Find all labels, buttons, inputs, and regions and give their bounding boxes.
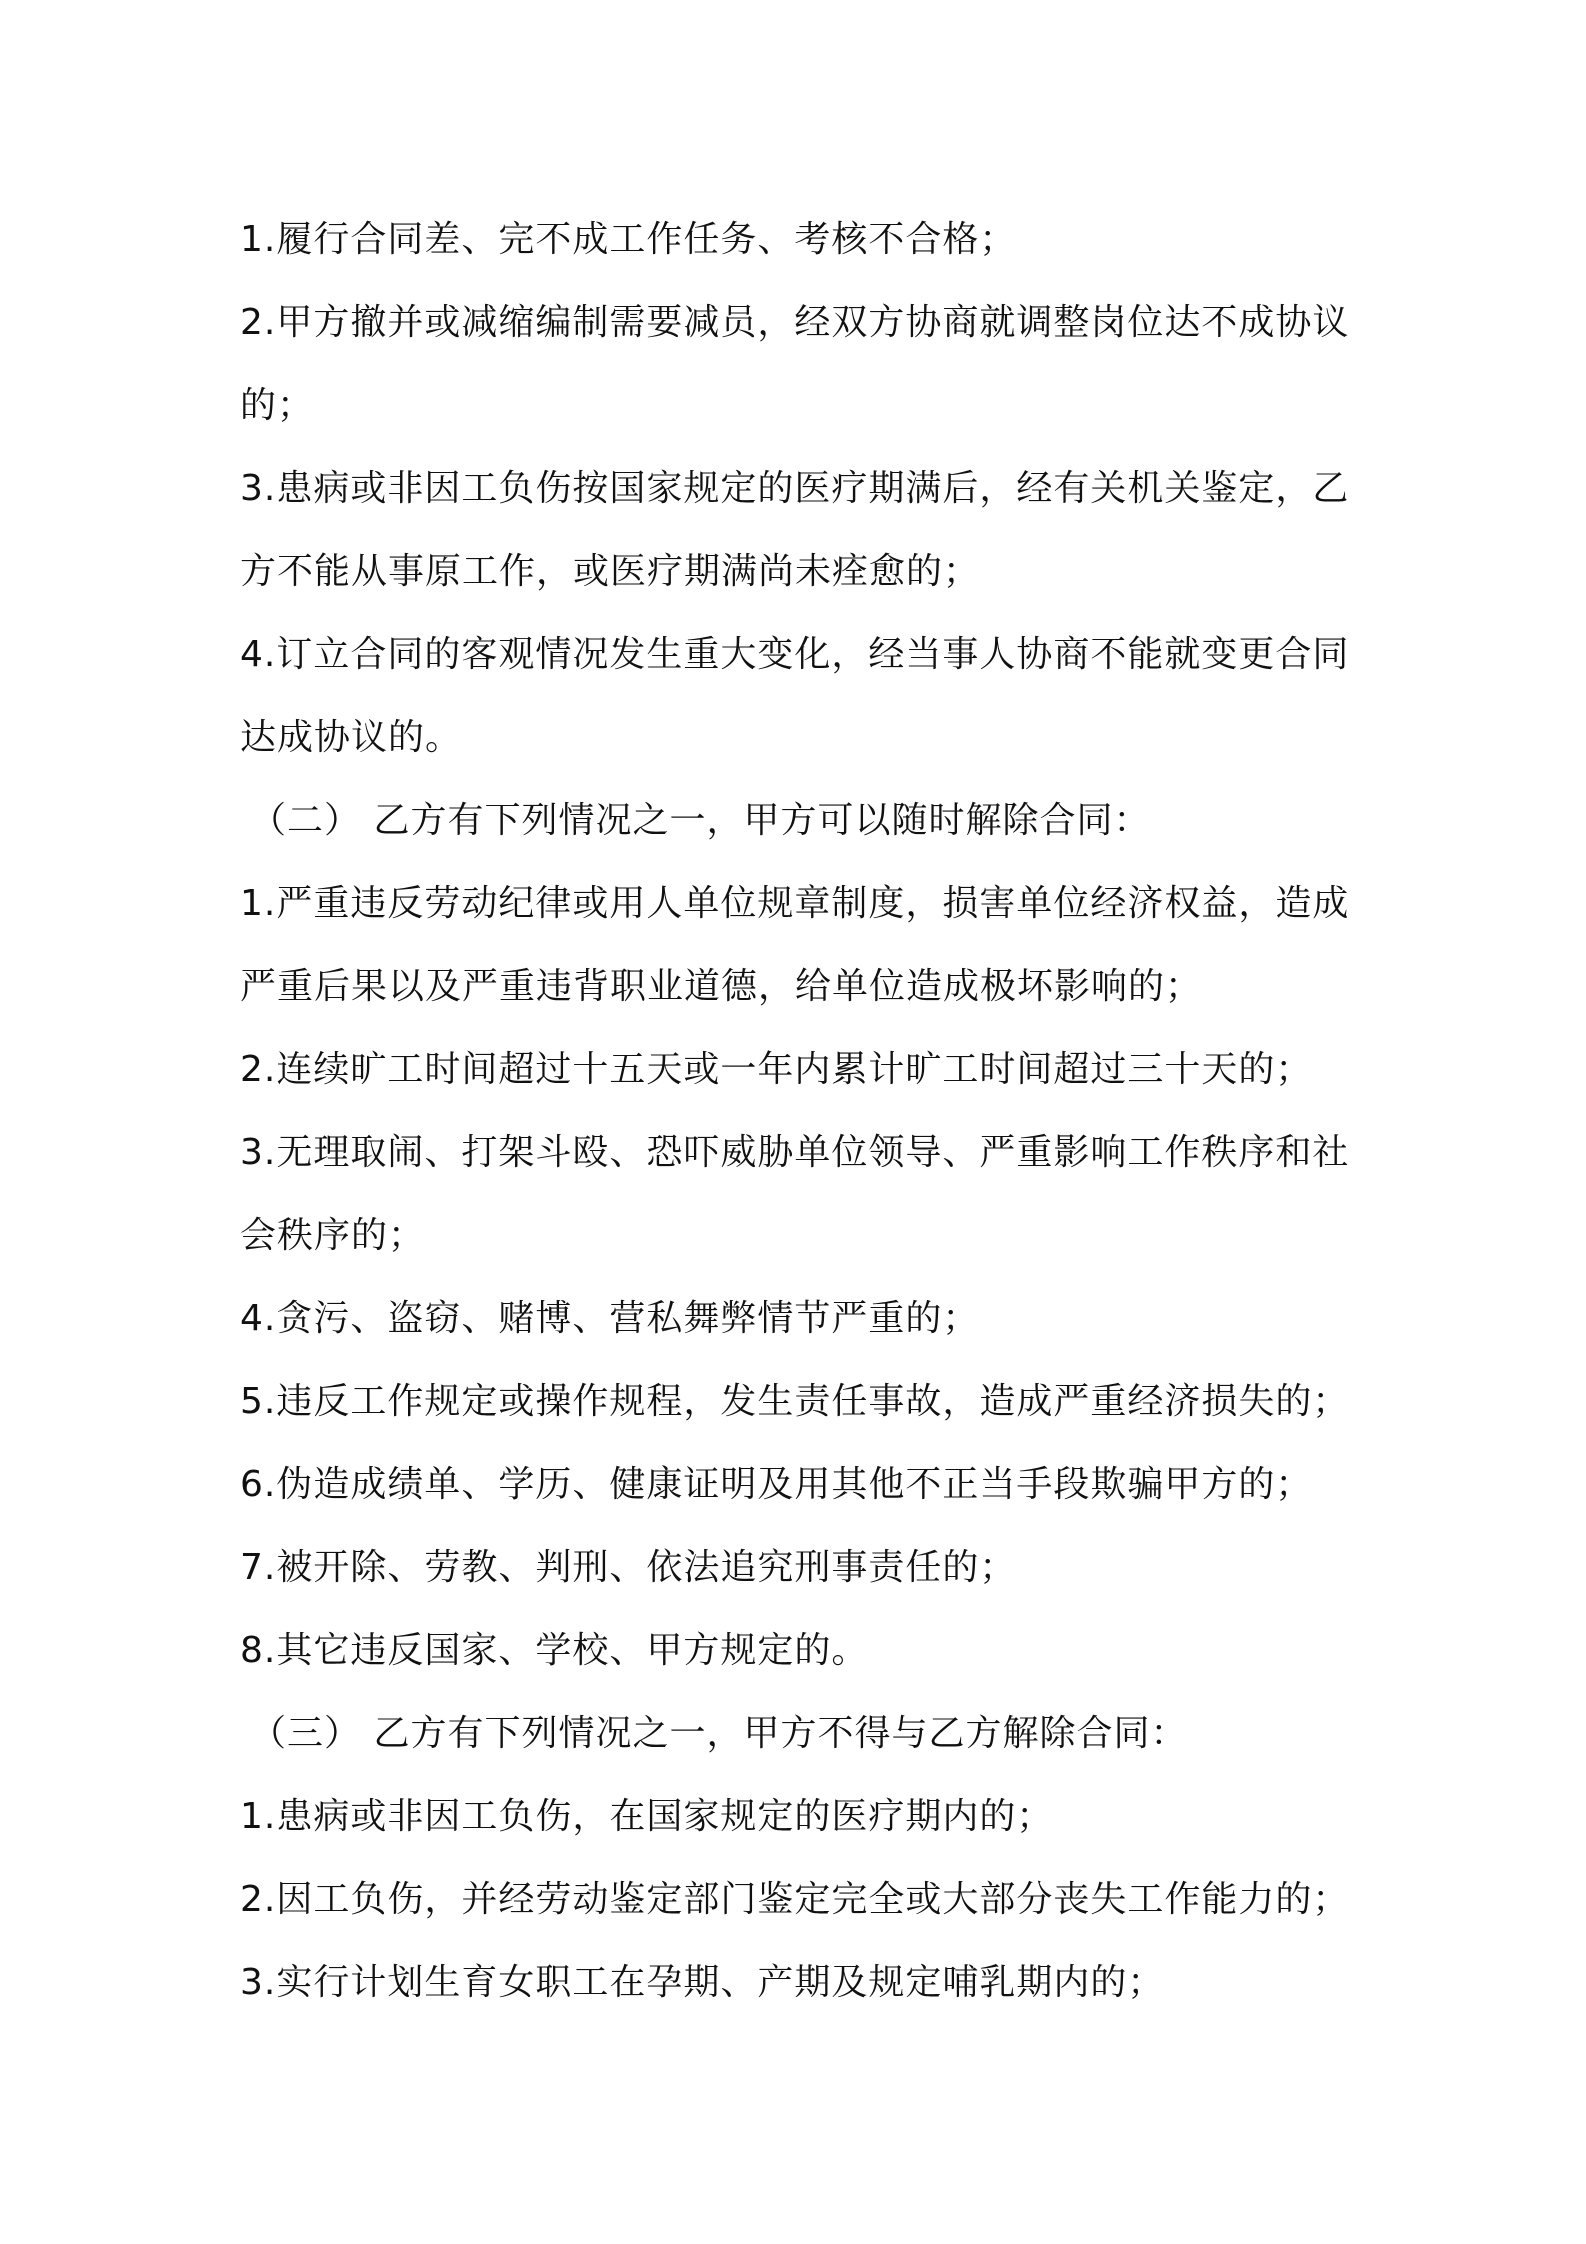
clause-item: 1.履行合同差、完不成工作任务、考核不合格；: [240, 219, 1017, 260]
clause-item: 5.违反工作规定或操作规程，发生责任事故，造成严重经济损失的；: [240, 1381, 1350, 1422]
clause-item: 3.实行计划生育女职工在孕期、产期及规定哺乳期内的；: [240, 1962, 1165, 2003]
clause-item: 6.伪造成绩单、学历、健康证明及用其他不正当手段欺骗甲方的；: [240, 1464, 1313, 1505]
section-heading: （三） 乙方有下列情况之一，甲方不得与乙方解除合同：: [250, 1713, 1188, 1754]
clause-item: 1.患病或非因工负伤，在国家规定的医疗期内的；: [240, 1796, 1054, 1837]
document-body: [240, 198, 1360, 2024]
clause-item: 2.甲方撤并或减缩编制需要减员，经双方协商就调整岗位达不成协议的；: [240, 302, 1350, 426]
clause-item: 4.贪污、盗窃、赌博、营私舞弊情节严重的；: [240, 1298, 980, 1339]
clause-item: 2.因工负伤，并经劳动鉴定部门鉴定完全或大部分丧失工作能力的；: [240, 1879, 1350, 1920]
clause-item: 7.被开除、劳教、判刑、依法追究刑事责任的；: [240, 1547, 1017, 1588]
clause-item: 2.连续旷工时间超过十五天或一年内累计旷工时间超过三十天的；: [240, 1049, 1313, 1090]
clause-item: 3.患病或非因工负伤按国家规定的医疗期满后，经有关机关鉴定，乙方不能从事原工作，或医疗期满尚未痊愈的；: [240, 468, 1350, 592]
clause-item: 1.严重违反劳动纪律或用人单位规章制度，损害单位经济权益，造成严重后果以及严重违背职业道德，给单位造成极坏影响的；: [240, 883, 1350, 1007]
clause-item: 4.订立合同的客观情况发生重大变化，经当事人协商不能就变更合同达成协议的。: [240, 634, 1350, 758]
clause-item: 8.其它违反国家、学校、甲方规定的。: [240, 1630, 869, 1671]
section-heading: （二） 乙方有下列情况之一，甲方可以随时解除合同：: [250, 800, 1151, 841]
clause-item: 3.无理取闹、打架斗殴、恐吓威胁单位领导、严重影响工作秩序和社会秩序的；: [240, 1132, 1350, 1256]
